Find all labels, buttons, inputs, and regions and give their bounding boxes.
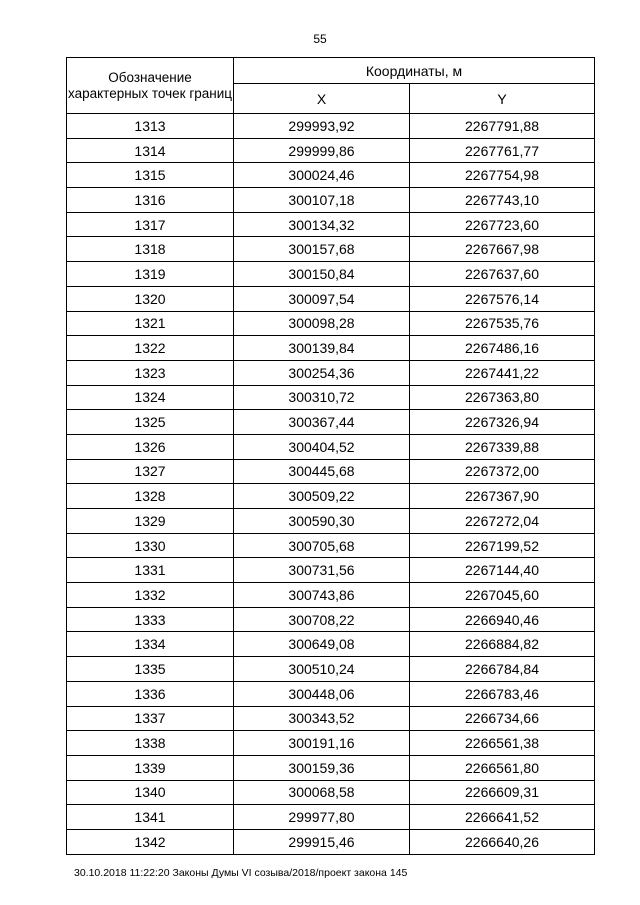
table-row [67,533,595,558]
table-row [67,706,595,731]
page-number: 55 [313,32,327,46]
y-coordinate-cell: 2267199,52 [410,533,595,558]
y-coordinate-cell: 2267144,40 [410,558,595,583]
point-id-cell: 1332 [67,583,234,608]
x-coordinate-cell: 300191,16 [234,731,410,756]
x-coordinate-cell: 300097,54 [234,286,410,311]
y-coordinate-cell: 2267367,90 [410,484,595,509]
x-coordinate-cell: 300590,30 [234,509,410,534]
x-coordinate-cell: 299915,46 [234,829,410,854]
table-row [67,681,595,706]
point-id-cell: 1330 [67,533,234,558]
y-coordinate-cell: 2267754,98 [410,163,595,188]
table-row [67,237,595,262]
x-coordinate-cell: 300367,44 [234,410,410,435]
y-coordinate-cell: 2266561,38 [410,731,595,756]
x-coordinate-cell: 299993,92 [234,114,410,139]
y-coordinate-cell: 2266561,80 [410,755,595,780]
y-coordinate-cell: 2266734,66 [410,706,595,731]
table-row [67,780,595,805]
y-coordinate-cell: 2267326,94 [410,410,595,435]
y-coordinate-cell: 2267272,04 [410,509,595,534]
table-row [67,286,595,311]
point-id-cell: 1321 [67,311,234,336]
table-row [67,509,595,534]
x-coordinate-cell: 300708,22 [234,607,410,632]
point-id-cell: 1316 [67,188,234,213]
table-row [67,558,595,583]
point-id-cell: 1339 [67,755,234,780]
table-row [67,385,595,410]
y-coordinate-cell: 2267339,88 [410,434,595,459]
document-footer: 30.10.2018 11:22:20 Законы Думы VI созыва/2018/проект закона 145 [74,867,408,879]
y-coordinate-cell: 2267761,77 [410,138,595,163]
point-id-cell: 1319 [67,262,234,287]
x-coordinate-cell: 300068,58 [234,780,410,805]
coordinates-table [66,57,595,855]
x-coordinate-cell: 300445,68 [234,459,410,484]
table-row [67,188,595,213]
y-coordinate-cell: 2267743,10 [410,188,595,213]
header-point-designation: Обозначение характерных точек границ [67,58,234,114]
point-id-cell: 1327 [67,459,234,484]
x-coordinate-cell: 300310,72 [234,385,410,410]
y-coordinate-cell: 2266783,46 [410,681,595,706]
y-coordinate-cell: 2267045,60 [410,583,595,608]
point-id-cell: 1320 [67,286,234,311]
table-row [67,311,595,336]
table-body [67,114,595,855]
point-id-cell: 1338 [67,731,234,756]
table-row [67,755,595,780]
point-id-cell: 1318 [67,237,234,262]
table-row [67,262,595,287]
x-coordinate-cell: 300139,84 [234,336,410,361]
table-row [67,360,595,385]
point-id-cell: 1326 [67,434,234,459]
x-coordinate-cell: 299999,86 [234,138,410,163]
point-id-cell: 1340 [67,780,234,805]
x-coordinate-cell: 300743,86 [234,583,410,608]
table-row [67,657,595,682]
x-coordinate-cell: 300024,46 [234,163,410,188]
y-coordinate-cell: 2266940,46 [410,607,595,632]
y-coordinate-cell: 2267791,88 [410,114,595,139]
x-coordinate-cell: 300705,68 [234,533,410,558]
point-id-cell: 1322 [67,336,234,361]
y-coordinate-cell: 2266609,31 [410,780,595,805]
point-id-cell: 1325 [67,410,234,435]
y-coordinate-cell: 2267723,60 [410,212,595,237]
table-row [67,434,595,459]
table-row [67,336,595,361]
y-coordinate-cell: 2266641,52 [410,805,595,830]
table-row [67,583,595,608]
y-coordinate-cell: 2266884,82 [410,632,595,657]
table-row [67,114,595,139]
table-row [67,163,595,188]
x-coordinate-cell: 300510,24 [234,657,410,682]
point-id-cell: 1323 [67,360,234,385]
y-coordinate-cell: 2267637,60 [410,262,595,287]
y-coordinate-cell: 2267441,22 [410,360,595,385]
table-row [67,607,595,632]
x-coordinate-cell: 300157,68 [234,237,410,262]
table-row [67,731,595,756]
x-coordinate-cell: 300343,52 [234,706,410,731]
y-coordinate-cell: 2266640,26 [410,829,595,854]
x-coordinate-cell: 300134,32 [234,212,410,237]
point-id-cell: 1337 [67,706,234,731]
y-coordinate-cell: 2267576,14 [410,286,595,311]
x-coordinate-cell: 300649,08 [234,632,410,657]
y-coordinate-cell: 2267486,16 [410,336,595,361]
point-id-cell: 1334 [67,632,234,657]
table-row [67,410,595,435]
table-row [67,484,595,509]
point-id-cell: 1314 [67,138,234,163]
table-row [67,459,595,484]
point-id-cell: 1329 [67,509,234,534]
x-coordinate-cell: 300731,56 [234,558,410,583]
table-row [67,829,595,854]
table-row [67,212,595,237]
table-row [67,805,595,830]
point-id-cell: 1341 [67,805,234,830]
x-coordinate-cell: 300448,06 [234,681,410,706]
header-x: X [234,84,410,114]
x-coordinate-cell: 300159,36 [234,755,410,780]
x-coordinate-cell: 300509,22 [234,484,410,509]
y-coordinate-cell: 2267372,00 [410,459,595,484]
y-coordinate-cell: 2267535,76 [410,311,595,336]
header-y: Y [410,84,595,114]
point-id-cell: 1328 [67,484,234,509]
point-id-cell: 1313 [67,114,234,139]
point-id-cell: 1317 [67,212,234,237]
point-id-cell: 1335 [67,657,234,682]
x-coordinate-cell: 300404,52 [234,434,410,459]
table-row [67,632,595,657]
y-coordinate-cell: 2266784,84 [410,657,595,682]
point-id-cell: 1342 [67,829,234,854]
point-id-cell: 1333 [67,607,234,632]
point-id-cell: 1315 [67,163,234,188]
x-coordinate-cell: 299977,80 [234,805,410,830]
table-row [67,138,595,163]
point-id-cell: 1324 [67,385,234,410]
y-coordinate-cell: 2267667,98 [410,237,595,262]
table-header [67,58,595,114]
x-coordinate-cell: 300254,36 [234,360,410,385]
header-coordinates: Координаты, м [234,58,595,84]
y-coordinate-cell: 2267363,80 [410,385,595,410]
point-id-cell: 1331 [67,558,234,583]
x-coordinate-cell: 300098,28 [234,311,410,336]
x-coordinate-cell: 300150,84 [234,262,410,287]
point-id-cell: 1336 [67,681,234,706]
x-coordinate-cell: 300107,18 [234,188,410,213]
